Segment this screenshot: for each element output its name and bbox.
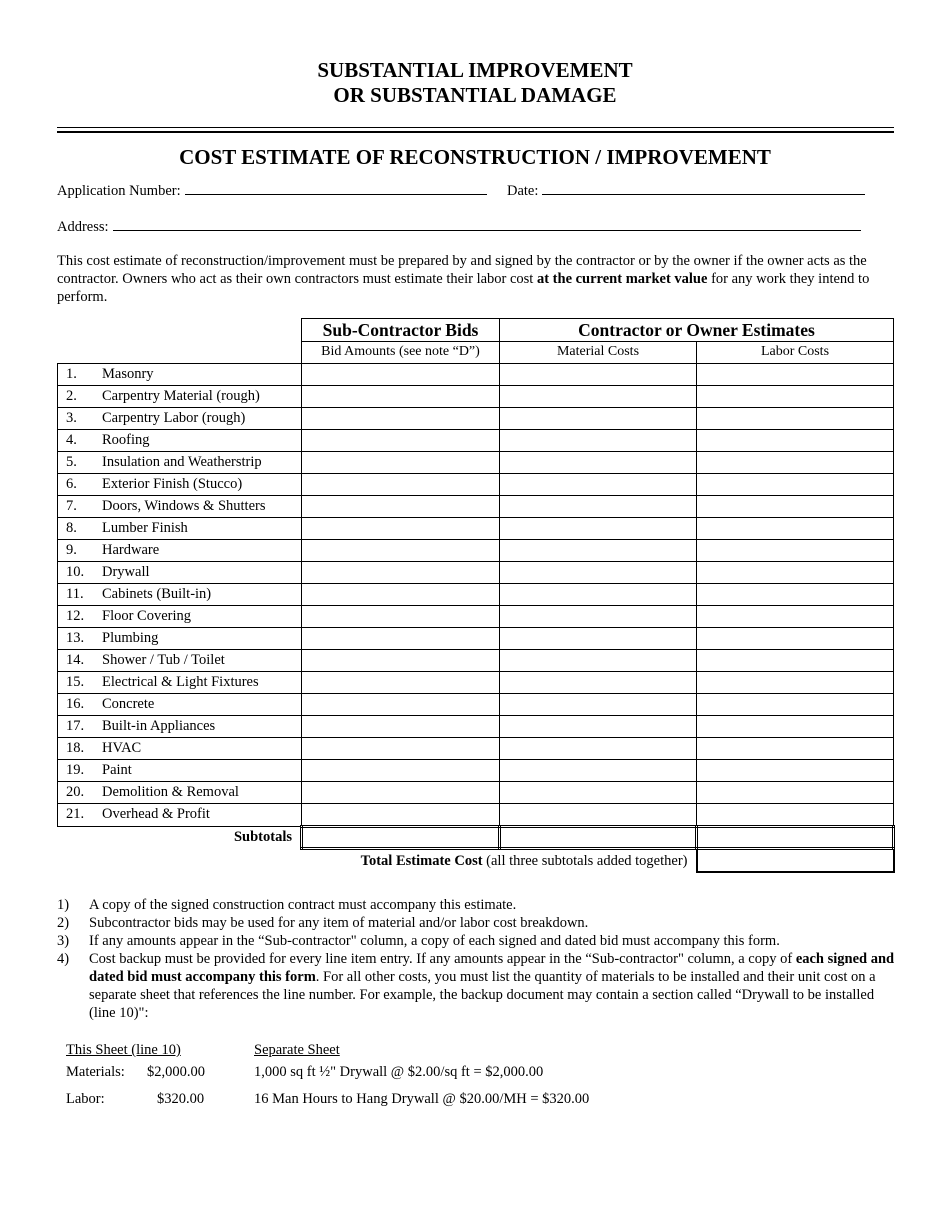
materials-detail: 1,000 sq ft ½" Drywall @ $2.00/sq ft = $2,000.00 [254, 1064, 544, 1080]
note-item-3 [57, 932, 897, 950]
address-field[interactable] [113, 216, 861, 231]
line-item-text: Masonry [102, 365, 154, 382]
line-item-label [58, 627, 302, 649]
line-item-label [58, 451, 302, 473]
line-item-text: Overhead & Profit [102, 806, 210, 822]
material-cost-cell[interactable] [500, 693, 697, 715]
intro-emphasis: at the current market value [536, 271, 708, 287]
bid-amount-cell[interactable] [302, 429, 500, 451]
labor-cost-cell[interactable] [697, 759, 894, 781]
line-item-number: 2. [66, 387, 77, 404]
labor-cost-cell[interactable] [697, 561, 894, 583]
labor-cost-cell[interactable] [697, 737, 894, 759]
labor-label: Labor: [66, 1091, 105, 1107]
cost-estimate-table [57, 318, 895, 873]
note-number: 1) [57, 897, 70, 913]
note-number: 2) [57, 915, 70, 931]
line-item-label [58, 407, 302, 429]
line-item-label [58, 693, 302, 715]
bid-amount-cell[interactable] [302, 803, 500, 826]
material-cost-cell[interactable] [500, 671, 697, 693]
intro-paragraph [57, 252, 894, 306]
line-item-number: 12. [66, 607, 85, 624]
labor-cost-cell[interactable] [697, 407, 894, 429]
line-item-text: Exterior Finish (Stucco) [102, 475, 243, 492]
note-item-2 [57, 914, 897, 932]
bid-amount-cell[interactable] [302, 539, 500, 561]
bid-amount-cell[interactable] [302, 649, 500, 671]
materials-label: Materials: [66, 1064, 125, 1080]
blank-header-cell [58, 342, 302, 364]
total-row [58, 849, 894, 873]
line-item-label [58, 363, 302, 385]
table-row [58, 561, 894, 583]
bid-amount-cell[interactable] [302, 781, 500, 803]
note4-text-end: . For all other costs, you must list the quantity of materials to be installed and their unit cost on a separate sheet that references the line number. For example, the backup document may contain a section called “Drywall to be installed (line 10)": [89, 969, 876, 1021]
line-item-number: 8. [66, 519, 77, 536]
line-item-text: Drywall [102, 563, 150, 580]
line-item-number: 9. [66, 541, 77, 558]
table-row [58, 693, 894, 715]
line-item-text: Lumber Finish [102, 519, 188, 536]
labor-cost-cell[interactable] [697, 385, 894, 407]
application-number-row [57, 180, 487, 200]
labor-value: $320.00 [157, 1091, 205, 1107]
intro-text-end: for any work they intend to perform. [57, 271, 870, 305]
labor-cost-cell[interactable] [697, 539, 894, 561]
bid-amount-cell[interactable] [302, 517, 500, 539]
line-item-text: Built-in Appliances [102, 717, 216, 734]
table-row [58, 759, 894, 781]
table-row [58, 803, 894, 826]
table-row [58, 429, 894, 451]
line-item-number: 3. [66, 409, 77, 426]
total-estimate-note: (all three subtotals added together) [482, 852, 688, 869]
date-label: Date: [507, 183, 539, 199]
line-item-label [58, 539, 302, 561]
bid-amount-cell[interactable] [302, 605, 500, 627]
application-number-label: Application Number: [57, 183, 181, 199]
material-cost-cell[interactable] [500, 561, 697, 583]
line-item-text: Carpentry Labor (rough) [102, 409, 246, 426]
bid-amount-cell[interactable] [302, 407, 500, 429]
labor-cost-cell[interactable] [697, 715, 894, 737]
line-item-text: Hardware [102, 541, 160, 558]
material-cost-cell[interactable] [500, 803, 697, 826]
material-costs-header: Material Costs [500, 342, 697, 364]
line-item-text: Cabinets (Built-in) [102, 585, 212, 602]
labor-costs-header: Labor Costs [697, 342, 894, 364]
line-item-text: Demolition & Removal [102, 783, 239, 800]
material-cost-cell[interactable] [500, 539, 697, 561]
material-cost-cell[interactable] [500, 605, 697, 627]
bid-amount-cell[interactable] [302, 693, 500, 715]
labor-cost-cell[interactable] [697, 451, 894, 473]
bid-amount-cell[interactable] [302, 627, 500, 649]
line-item-label [58, 737, 302, 759]
line-item-number: 1. [66, 365, 77, 382]
line-item-label [58, 671, 302, 693]
line-item-label [58, 473, 302, 495]
bid-amount-cell[interactable] [302, 385, 500, 407]
labor-cost-cell[interactable] [697, 627, 894, 649]
line-item-number: 13. [66, 629, 85, 646]
labor-cost-cell[interactable] [697, 803, 894, 826]
bid-amount-cell[interactable] [302, 561, 500, 583]
material-cost-cell[interactable] [500, 473, 697, 495]
title-line-2: OR SUBSTANTIAL DAMAGE [333, 83, 617, 107]
line-item-number: 10. [66, 563, 85, 580]
material-cost-cell[interactable] [500, 759, 697, 781]
labor-cost-cell[interactable] [697, 363, 894, 385]
total-estimate-cell[interactable] [697, 849, 894, 873]
line-item-label [58, 385, 302, 407]
blank-header-cell [58, 319, 302, 342]
material-cost-cell[interactable] [500, 407, 697, 429]
table-row [58, 649, 894, 671]
table-row [58, 473, 894, 495]
this-sheet-heading: This Sheet (line 10) [66, 1042, 181, 1058]
line-item-number: 18. [66, 739, 85, 756]
contractor-owner-estimates-header: Contractor or Owner Estimates [500, 319, 894, 342]
line-item-label [58, 803, 302, 826]
note-text: A copy of the signed construction contract must accompany this estimate. [89, 897, 517, 913]
line-item-number: 19. [66, 761, 85, 778]
address-row [57, 216, 861, 236]
sub-contractor-bids-header: Sub-Contractor Bids [302, 319, 500, 342]
labor-cost-cell[interactable] [697, 671, 894, 693]
line-item-label [58, 561, 302, 583]
subtotals-row [58, 826, 894, 849]
labor-detail: 16 Man Hours to Hang Drywall @ $20.00/MH = $320.00 [254, 1091, 590, 1107]
labor-cost-cell[interactable] [697, 517, 894, 539]
labor-cost-cell[interactable] [697, 583, 894, 605]
bid-amount-cell[interactable] [302, 583, 500, 605]
bid-amount-cell[interactable] [302, 715, 500, 737]
subtotal-labor-cell[interactable] [697, 826, 894, 849]
labor-cost-cell[interactable] [697, 429, 894, 451]
note4-emphasis: each signed and dated bid must accompany this form [89, 951, 895, 985]
line-item-label [58, 759, 302, 781]
line-items [58, 363, 894, 826]
title-line-1: SUBSTANTIAL IMPROVEMENT [317, 58, 633, 82]
bid-amount-cell[interactable] [302, 737, 500, 759]
line-item-number: 7. [66, 497, 77, 514]
date-field[interactable] [542, 180, 865, 195]
bid-amount-cell[interactable] [302, 759, 500, 781]
line-item-label [58, 517, 302, 539]
bid-amount-cell[interactable] [302, 495, 500, 517]
labor-cost-cell[interactable] [697, 781, 894, 803]
note-text [89, 950, 897, 1022]
line-item-label [58, 583, 302, 605]
line-item-number: 17. [66, 717, 85, 734]
note-number: 3) [57, 933, 70, 949]
note-text: If any amounts appear in the “Sub-contractor" column, a copy of each signed and dated bid must accompany this form. [89, 933, 780, 949]
line-item-number: 11. [66, 585, 84, 602]
group-header-row [58, 319, 894, 342]
bid-amounts-header: Bid Amounts (see note “D”) [302, 342, 500, 364]
column-header-row [58, 342, 894, 364]
bid-amount-cell[interactable] [302, 671, 500, 693]
line-item-text: Carpentry Material (rough) [102, 387, 260, 404]
line-item-number: 5. [66, 453, 77, 470]
line-item-number: 15. [66, 673, 85, 690]
separate-sheet-heading: Separate Sheet [254, 1042, 340, 1058]
subtotal-bid-cell[interactable] [302, 826, 500, 849]
table-row [58, 781, 894, 803]
table-row [58, 495, 894, 517]
table-row [58, 737, 894, 759]
note-item-1 [57, 896, 897, 914]
material-cost-cell[interactable] [500, 649, 697, 671]
table-row [58, 517, 894, 539]
bid-amount-cell[interactable] [302, 451, 500, 473]
table-row [58, 583, 894, 605]
total-estimate-label [58, 849, 697, 873]
line-item-text: Plumbing [102, 629, 159, 646]
labor-cost-cell[interactable] [697, 693, 894, 715]
material-cost-cell[interactable] [500, 451, 697, 473]
line-item-text: Roofing [102, 431, 150, 448]
line-item-text: HVAC [102, 739, 142, 756]
material-cost-cell[interactable] [500, 715, 697, 737]
table-row [58, 451, 894, 473]
material-cost-cell[interactable] [500, 363, 697, 385]
line-item-label [58, 715, 302, 737]
labor-cost-cell[interactable] [697, 649, 894, 671]
table-row [58, 715, 894, 737]
material-cost-cell[interactable] [500, 517, 697, 539]
line-item-text: Shower / Tub / Toilet [102, 651, 225, 668]
note-item-4 [57, 950, 897, 1022]
material-cost-cell[interactable] [500, 385, 697, 407]
line-item-text: Concrete [102, 695, 155, 712]
line-item-number: 21. [66, 806, 85, 822]
labor-cost-cell[interactable] [697, 473, 894, 495]
divider-rule-thick [57, 131, 894, 133]
materials-value: $2,000.00 [147, 1064, 205, 1080]
bid-amount-cell[interactable] [302, 363, 500, 385]
labor-cost-cell[interactable] [697, 605, 894, 627]
line-item-text: Insulation and Weatherstrip [102, 453, 262, 470]
line-item-number: 6. [66, 475, 77, 492]
note4-text: Cost backup must be provided for every line item entry. If any amounts appear in the “Sub-contractor" column, a copy of [89, 951, 796, 967]
line-item-text: Electrical & Light Fixtures [102, 673, 259, 690]
table-row [58, 385, 894, 407]
address-label: Address: [57, 219, 109, 235]
material-cost-cell[interactable] [500, 429, 697, 451]
note-number: 4) [57, 951, 70, 967]
table-row [58, 627, 894, 649]
bid-amount-cell[interactable] [302, 473, 500, 495]
application-number-field[interactable] [185, 180, 487, 195]
notes-list [57, 896, 897, 1022]
line-item-text: Paint [102, 761, 132, 778]
line-item-number: 4. [66, 431, 77, 448]
table-row [58, 671, 894, 693]
line-item-label [58, 495, 302, 517]
line-item-text: Doors, Windows & Shutters [102, 497, 266, 514]
note-text: Subcontractor bids may be used for any item of material and/or labor cost breakdown. [89, 915, 589, 931]
material-cost-cell[interactable] [500, 737, 697, 759]
material-cost-cell[interactable] [500, 583, 697, 605]
line-item-label [58, 605, 302, 627]
material-cost-cell[interactable] [500, 627, 697, 649]
table-row [58, 539, 894, 561]
table-row [58, 363, 894, 385]
divider-rule [57, 127, 894, 128]
form-title: COST ESTIMATE OF RECONSTRUCTION / IMPROVEMENT [179, 145, 771, 169]
subtotals-label: Subtotals [233, 829, 292, 845]
material-cost-cell[interactable] [500, 781, 697, 803]
total-estimate-bold: Total Estimate Cost [360, 852, 483, 869]
line-item-number: 14. [66, 651, 85, 668]
line-item-label [58, 429, 302, 451]
intro-text: This cost estimate of reconstruction/improvement must be prepared by and signed by the contractor or by the owner if the owner acts as the contractor. Owners who act as their own contractors must estimate their labor cost [57, 253, 867, 287]
date-row [507, 180, 865, 200]
line-item-text: Floor Covering [102, 607, 192, 624]
table-row [58, 605, 894, 627]
line-item-number: 16. [66, 695, 85, 712]
notes-body [57, 896, 897, 950]
table-row [58, 407, 894, 429]
line-item-label [58, 649, 302, 671]
labor-cost-cell[interactable] [697, 495, 894, 517]
subtotal-material-cell[interactable] [500, 826, 697, 849]
material-cost-cell[interactable] [500, 495, 697, 517]
line-item-label [58, 781, 302, 803]
line-item-number: 20. [66, 783, 85, 800]
